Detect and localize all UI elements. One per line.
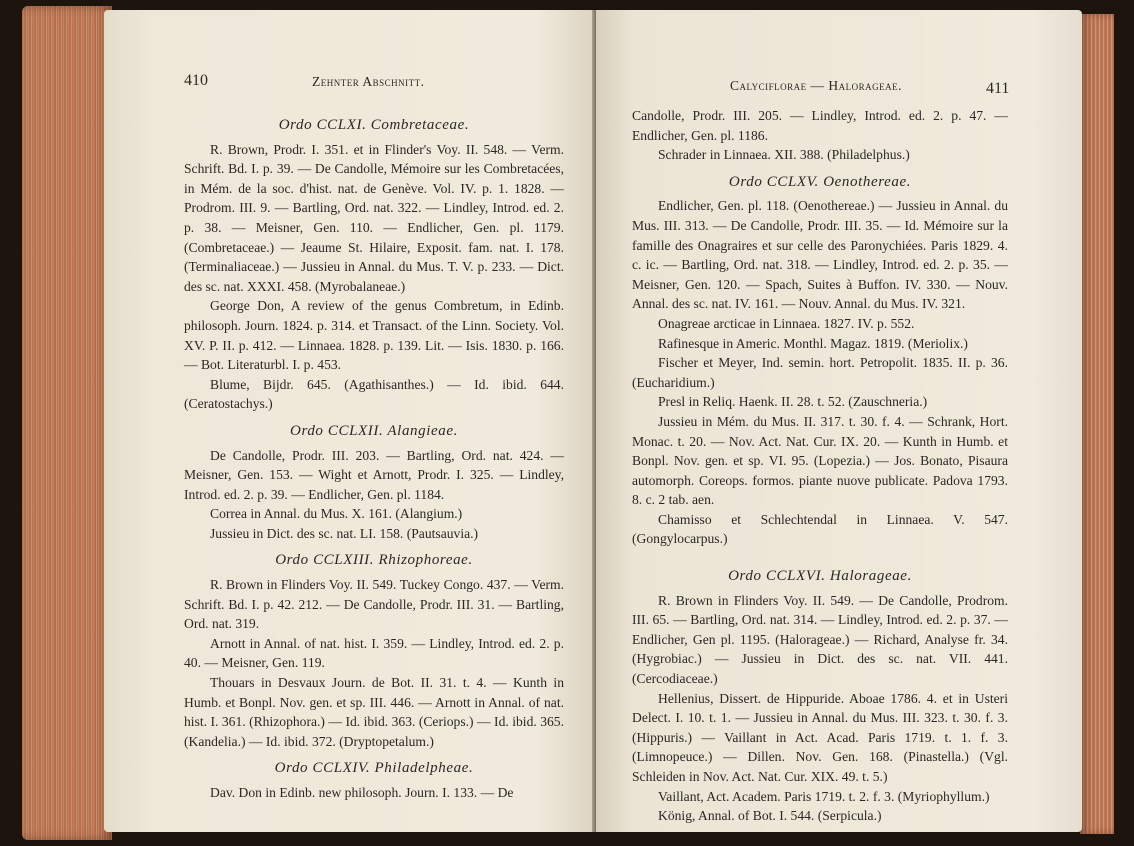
left-page xyxy=(104,10,596,832)
entry-paragraph: Onagreae arcticae in Linnaea. 1827. IV. p. 552. xyxy=(658,315,915,331)
ordo-heading: Ordo CCLXIV. Philadelpheae. xyxy=(274,760,474,777)
entry-paragraph: Arnott in Annal. of nat. hist. I. 359. — Lindley, Introd. ed. 2. p. 40. — Meisner, Gen. 119. xyxy=(184,635,564,671)
entry-paragraph: R. Brown, Prodr. I. 351. et in Flinder's Voy. II. 548. — Verm. Schrift. Bd. I. p. 39. — De Candolle, Mémoire sur les Combretacées, in Mém. de la soc. d'hist. nat. de Genève. Vol. IV. p. 1. 1828. — Prodrom. III. 9. — Bartling, Ord. nat. 322. — Lindley, Introd. ed. 2. p. 38. — Meisner, Gen. 110. — Endlicher, Gen. pl. 1179. (Combretaceae.) — Jeaume St. Hilaire, Exposit. fam. nat. I. 178. (Terminaliaceae.) — Jussieu in Annal. du Mus. T. V. p. 233. — Dict. des sc. nat. XXXI. 458. (Myrobalaneae.) xyxy=(184,141,564,294)
entry-paragraph: Dav. Don in Edinb. new philosoph. Journ. I. 133. — De xyxy=(210,785,514,800)
entry-paragraph: Presl in Reliq. Haenk. II. 28. t. 52. (Zauschneria.) xyxy=(658,394,928,410)
entry-paragraph: Jussieu in Mém. du Mus. II. 317. t. 30. f. 4. — Schrank, Hort. Monac. t. 20. — Nov. Act. Nat. Cur. IX. 20. — Kunth in Humb. et Bonpl. Nov. gen. et sp. VI. 95. (Lopezia.) — Jos. Bonato, Pisaura automorph. Coreops. formos. piante nuove publicate. Padova 1793. 8. c. 2 tab. aen. xyxy=(632,413,1008,508)
entry-paragraph: Fischer et Meyer, Ind. semin. hort. Petropolit. 1835. II. p. 36. (Eucharidium.) xyxy=(632,355,1008,390)
page-edges-right xyxy=(1080,14,1114,834)
entry-paragraph: Hellenius, Dissert. de Hippuride. Aboae 1786. 4. et in Usteri Delect. I. 10. t. 1. — Jussieu in Annal. du Mus. III. 323. t. 30. f. 3. (Hippuris.) — Vaillant in Act. Acad. Paris 1719. t. 1. f. 3. (Limnopeuce.) — Dillen. Nov. Gen. 168. (Pinastella.) (Vgl. Schleiden in Nov. Act. Nat. Cur. XIX. 49. t. 5.) xyxy=(632,690,1008,784)
entry-paragraph: Jussieu in Dict. des sc. nat. LI. 158. (Pautsauvia.) xyxy=(210,525,479,541)
right-text-block xyxy=(632,106,1008,826)
entry-paragraph: König, Annal. of Bot. I. 544. (Serpicula.) xyxy=(658,808,882,824)
page-number-right: 411 xyxy=(986,80,1010,97)
entry-paragraph: Endlicher, Gen. pl. 118. (Oenothereae.) — Jussieu in Annal. du Mus. III. 313. — De Candolle, Prodr. III. 35. — Id. Mémoire sur la famille des Onagraires et sur celle des Paronychiées. Paris 1829. 4. c. ic. — Bartling, Ord. nat. 318. — Lindley, Introd. ed. 2. p. 35. — Meisner, Gen. 120. — Spach, Suites à Buffon. IV. 330. — Nouv. Annal. des sc. nat. IV. 161. — Nouv. Annal. du Mus. IV. 321. xyxy=(632,198,1008,312)
ordo-heading: Ordo CCLXV. Oenothereae. xyxy=(728,173,912,190)
entry-paragraph: De Candolle, Prodr. III. 203. — Bartling, Ord. nat. 424. — Meisner, Gen. 153. — Wight et Arnott, Prodr. I. 325. — Lindley, Introd. ed. 2. p. 39. — Endlicher, Gen. pl. 1184. xyxy=(184,447,564,502)
right-page xyxy=(596,10,1082,832)
running-head-right: Calyciflorae — Halorageae. xyxy=(730,78,902,93)
entry-paragraph: R. Brown in Flinders Voy. II. 549. Tuckey Congo. 437. — Verm. Schrift. Bd. I. p. 42. 212. — De Candolle, Prodr. III. 31. — Bartling, Ord. nat. 319. xyxy=(184,577,564,632)
page-edges-left xyxy=(22,6,112,840)
entry-paragraph: Schrader in Linnaea. XII. 388. (Philadelphus.) xyxy=(658,147,910,163)
entry-paragraph: Blume, Bijdr. 645. (Agathisanthes.) — Id. ibid. 644. (Ceratostachys.) xyxy=(184,376,564,412)
ordo-heading: Ordo CCLXI. Combretaceae. xyxy=(278,117,470,133)
running-head-left: Zehnter Abschnitt. xyxy=(312,74,425,89)
entry-paragraph: Chamisso et Schlechtendal in Linnaea. V. 547. (Gongylocarpus.) xyxy=(632,511,1008,547)
entry-paragraph: Vaillant, Act. Academ. Paris 1719. t. 2. f. 3. (Myriophyllum.) xyxy=(658,788,990,804)
entry-paragraph: Thouars in Desvaux Journ. de Bot. II. 31. t. 4. — Kunth in Humb. et Bonpl. Nov. gen. et sp. III. 446. — Arnott in Annal. of nat. hist. I. 361. (Rhizophora.) — Id. ibid. 363. (Ceriops.) — Id. ibid. 365. (Kandelia.) — Id. ibid. 372. (Dryptopetalum.) xyxy=(184,675,564,749)
entry-paragraph: Candolle, Prodr. III. 205. — Lindley, Introd. ed. 2. p. 47. — Endlicher, Gen. pl. 1186. xyxy=(632,108,1008,143)
ordo-heading: Ordo CCLXII. Alangieae. xyxy=(290,422,458,439)
ordo-heading: Ordo CCLXVI. Halorageae. xyxy=(728,568,912,585)
entry-paragraph: R. Brown in Flinders Voy. II. 549. — De Candolle, Prodrom. III. 65. — Bartling, Ord. nat. 314. — Lindley, Introd. ed. 2. p. 37. — Endlicher, Gen pl. 1195. (Halorageae.) — Richard, Analyse fr. 34. (Hygrobiac.) — Jussieu in Dict. des sc. nat. VII. 441. (Cercodiaceae.) xyxy=(632,592,1008,687)
entry-paragraph: Correa in Annal. du Mus. X. 161. (Alangium.) xyxy=(210,506,463,522)
entry-paragraph: Rafinesque in Americ. Monthl. Magaz. 1819. (Meriolix.) xyxy=(658,335,968,351)
entry-paragraph: George Don, A review of the genus Combretum, in Edinb. philosoph. Journ. 1824. p. 314. et Transact. of the Linn. Society. Vol. XV. P. II. p. 412. — Linnaea. 1828. p. 139. Lit. — Isis. 1830. p. 166. — Bot. Literaturbl. I. p. 453. xyxy=(184,298,564,373)
page-number-left: 410 xyxy=(184,72,208,89)
ordo-heading: Ordo CCLXIII. Rhizophoreae. xyxy=(275,552,473,569)
left-text-block xyxy=(184,114,564,803)
